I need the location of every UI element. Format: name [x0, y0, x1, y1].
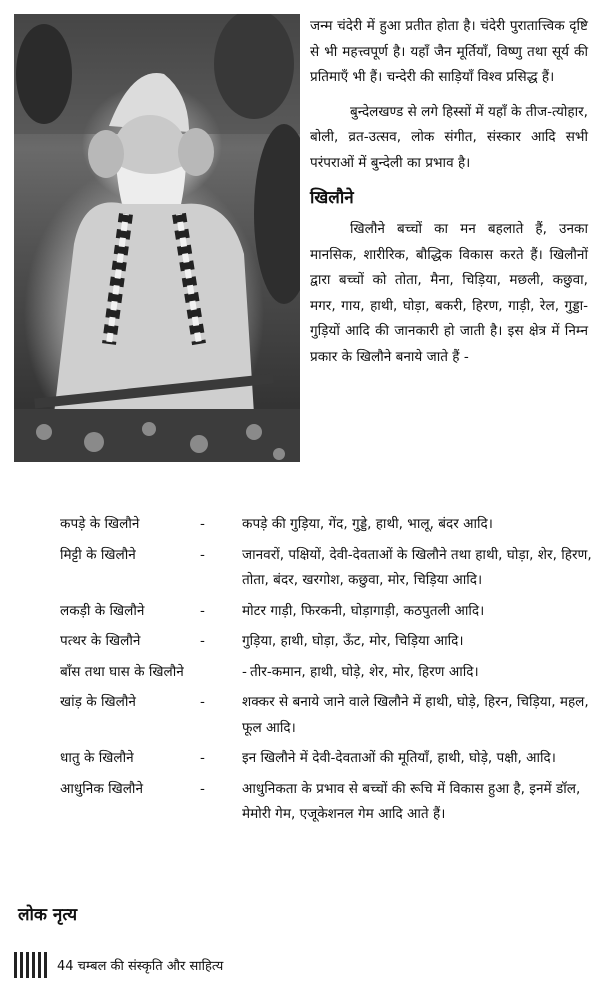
toy-name: लकड़ी के खिलौने: [60, 602, 145, 619]
toy-row: [60, 629, 595, 655]
toy-dash: -: [200, 546, 205, 563]
toy-dash: -: [242, 663, 247, 680]
toy-row: [60, 660, 595, 686]
toy-dash: -: [200, 694, 205, 710]
photo-illustration: [14, 14, 300, 462]
toy-items: मोटर गाड़ी, फिरकनी, घोड़ागाड़ी, कठपुतली आदि।: [242, 602, 485, 619]
toy-dash: -: [200, 602, 205, 619]
toy-name: आधुनिक खिलौने: [60, 780, 144, 797]
intro-paragraph-2: बुन्देलखण्ड से लगे हिस्सों में यहाँ के तीज-त्योहार, बोली, व्रत-उत्सव, लोक संगीत, संस्कार आदि सभी परंपराओं में बुन्देली का प्रभाव है।: [310, 103, 588, 171]
toy-name: बाँस तथा घास के खिलौने: [60, 663, 184, 680]
toy-row: [60, 512, 595, 538]
toy-name: खांड़ के खिलौने: [60, 694, 136, 710]
toy-items: आधुनिकता के प्रभाव से बच्चों की रूचि में विकास हुआ है, इनमें डॉल, मेमोरी गेम, एजूकेशनल गेम आदि आते हैं।: [242, 780, 581, 822]
toy-name: कपड़े के खिलौने: [60, 516, 140, 532]
toy-items: गुड़िया, हाथी, घोड़ा, ऊँट, मोर, चिड़िया आदि।: [242, 633, 464, 649]
intro-paragraph-1: जन्म चंदेरी में हुआ प्रतीत होता है। चंदेरी पुरातात्त्विक दृष्टि से भी महत्त्वपूर्ण है। यहाँ जैन मूर्तियाँ, विष्णु तथा सूर्य की प्रतिमाएँ भी हैं। चन्देरी की साड़ियाँ विश्व प्रसिद्ध हैं।: [310, 18, 588, 85]
toys-paragraph: खिलौने बच्चों का मन बहलाते हैं, उनका मानसिक, शारीरिक, बौद्धिक विकास करते हैं। खिलौनों द्वारा बच्चों को तोता, मैना, चिड़िया, मछली, कछुवा, मगर, गाय, हाथी, घोड़ा, बकरी, हिरण, गाड़ी, रेल, गुड्डा-गुड़ियों आदि की जानकारी हो जाती है। इस क्षेत्र में निम्न प्रकार के खिलौने बनाये जाते हैं -: [310, 221, 588, 365]
toy-row: [60, 690, 595, 741]
next-section-heading: लोक नृत्य: [18, 905, 78, 925]
toys-heading: खिलौने: [310, 188, 354, 208]
toy-items: जानवरों, पक्षियों, देवी-देवताओं के खिलौने तथा हाथी, घोड़ा, शेर, हिरण, तोता, बंदर, खरगोश, कछुवा, मोर, चिड़िया आदि।: [242, 546, 592, 588]
page-footer: [14, 952, 223, 978]
toy-row: [60, 599, 595, 625]
toy-items: इन खिलौने में देवी-देवताओं की मूतियाँ, हाथी, घोड़े, पक्षी, आदि।: [242, 750, 556, 766]
photo-seated-musician: [14, 14, 300, 462]
toy-items: कपड़े की गुड़िया, गेंद, गुड्डे, हाथी, भालू, बंदर आदि।: [242, 516, 493, 532]
toy-name: मिट्टी के खिलौने: [60, 546, 136, 563]
footer-text: 44 चम्बल की संस्कृति और साहित्य: [57, 959, 224, 974]
toy-name: धातु के खिलौने: [60, 750, 134, 766]
toy-row: [60, 746, 595, 772]
toy-items: तीर-कमान, हाथी, घोड़े, शेर, मोर, हिरण आदि।: [250, 663, 479, 680]
toy-dash: -: [200, 750, 205, 766]
toy-dash: -: [200, 516, 205, 532]
toy-row: [60, 543, 595, 594]
toy-dash: -: [200, 633, 205, 649]
toys-list: [60, 512, 595, 833]
toy-name: पत्थर के खिलौने: [60, 633, 141, 649]
footer-bars-icon: [14, 952, 47, 978]
right-column-text: [310, 14, 588, 379]
toy-items: शक्कर से बनाये जाने वाले खिलौने में हाथी, घोड़े, हिरन, चिड़िया, महल, फूल आदि।: [242, 694, 589, 736]
toy-dash: -: [200, 780, 205, 797]
toy-row: [60, 777, 595, 828]
